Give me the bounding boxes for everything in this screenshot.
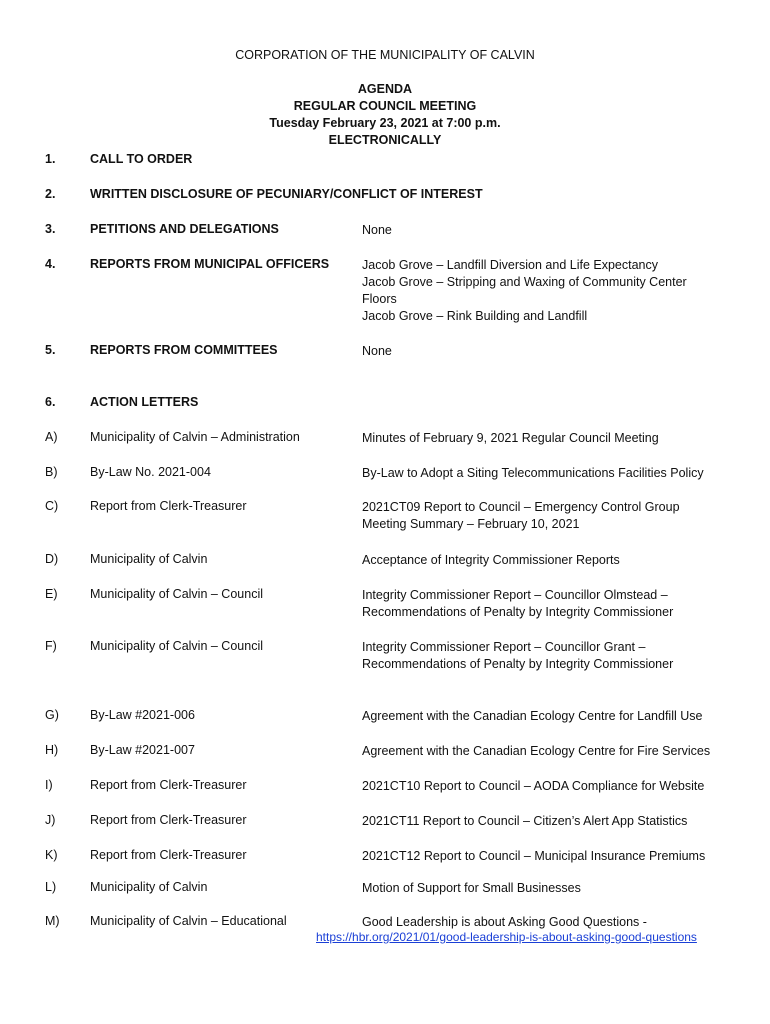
item-number: D) — [45, 552, 59, 566]
section-description — [362, 257, 762, 325]
section-number: 5. — [45, 343, 56, 357]
description-line: None — [362, 344, 392, 358]
item-description — [362, 499, 762, 533]
description-line: Floors — [362, 292, 397, 306]
description-line: Agreement with the Canadian Ecology Centre for Landfill Use — [362, 709, 703, 723]
description-line: Jacob Grove – Landfill Diversion and Life Expectancy — [362, 258, 658, 272]
description-line: Recommendations of Penalty by Integrity Commissioner — [362, 657, 674, 671]
item-label: By-Law #2021-006 — [90, 708, 195, 722]
item-number: M) — [45, 914, 60, 928]
item-label: By-Law No. 2021-004 — [90, 465, 211, 479]
item-number: I) — [45, 778, 53, 792]
item-label: Report from Clerk-Treasurer — [90, 848, 247, 862]
section-description — [362, 343, 762, 360]
item-number: C) — [45, 499, 59, 513]
item-label: Municipality of Calvin – Council — [90, 587, 263, 601]
meeting-title: REGULAR COUNCIL MEETING — [293, 99, 477, 113]
item-description — [362, 914, 762, 931]
section-number: 4. — [45, 257, 56, 271]
description-line: Good Leadership is about Asking Good Questions - — [362, 915, 647, 929]
item-label: Report from Clerk-Treasurer — [90, 499, 247, 513]
item-description — [362, 430, 762, 447]
section-number: 3. — [45, 222, 56, 236]
item-label: Municipality of Calvin — [90, 552, 208, 566]
item-label: Report from Clerk-Treasurer — [90, 813, 247, 827]
description-line: Jacob Grove – Stripping and Waxing of Community Center — [362, 275, 687, 289]
description-line: 2021CT12 Report to Council – Municipal Insurance Premiums — [362, 849, 706, 863]
item-number: F) — [45, 639, 57, 653]
section-number: 6. — [45, 395, 56, 409]
section-number: 2. — [45, 187, 56, 201]
item-description — [362, 708, 762, 725]
description-line: Meeting Summary – February 10, 2021 — [362, 517, 580, 531]
item-label: By-Law #2021-007 — [90, 743, 195, 757]
description-line: Minutes of February 9, 2021 Regular Council Meeting — [362, 431, 659, 445]
description-line: Recommendations of Penalty by Integrity Commissioner — [362, 605, 674, 619]
meeting-date: Tuesday February 23, 2021 at 7:00 p.m. — [269, 116, 501, 130]
item-number: L) — [45, 880, 57, 894]
item-description — [362, 880, 762, 897]
section-label: REPORTS FROM COMMITTEES — [90, 343, 278, 357]
item-label: Municipality of Calvin – Educational — [90, 914, 287, 928]
corporation-title: CORPORATION OF THE MUNICIPALITY OF CALVIN — [235, 48, 535, 62]
item-description — [362, 465, 762, 482]
section-label: WRITTEN DISCLOSURE OF PECUNIARY/CONFLICT OF INTEREST — [90, 187, 483, 201]
item-number: B) — [45, 465, 58, 479]
description-line: None — [362, 223, 392, 237]
item-description — [362, 552, 762, 569]
description-line: Jacob Grove – Rink Building and Landfill — [362, 309, 588, 323]
description-line: 2021CT09 Report to Council – Emergency Control Group — [362, 500, 680, 514]
item-number: H) — [45, 743, 59, 757]
item-description — [362, 587, 762, 621]
description-line: Agreement with the Canadian Ecology Centre for Fire Services — [362, 744, 711, 758]
item-number: E) — [45, 587, 58, 601]
item-number: K) — [45, 848, 58, 862]
section-label: REPORTS FROM MUNICIPAL OFFICERS — [90, 257, 330, 271]
description-line: 2021CT10 Report to Council – AODA Compliance for Website — [362, 779, 705, 793]
meeting-mode: ELECTRONICALLY — [328, 133, 442, 147]
section-label: PETITIONS AND DELEGATIONS — [90, 222, 279, 236]
section-label: CALL TO ORDER — [90, 152, 193, 166]
section-description — [362, 222, 762, 239]
item-description — [362, 639, 762, 673]
item-description — [362, 778, 762, 795]
item-description — [362, 848, 762, 865]
item-label: Municipality of Calvin – Council — [90, 639, 263, 653]
item-description — [362, 813, 762, 830]
item-number: G) — [45, 708, 59, 722]
section-number: 1. — [45, 152, 56, 166]
item-label: Report from Clerk-Treasurer — [90, 778, 247, 792]
description-line: Integrity Commissioner Report – Councillor Grant – — [362, 640, 646, 654]
description-line: Integrity Commissioner Report – Councillor Olmstead – — [362, 588, 668, 602]
item-label: Municipality of Calvin – Administration — [90, 430, 300, 444]
item-label: Municipality of Calvin — [90, 880, 208, 894]
hbr-article-link[interactable]: https://hbr.org/2021/01/good-leadership-is-about-asking-good-questions — [316, 930, 697, 944]
item-number: J) — [45, 813, 56, 827]
item-number: A) — [45, 430, 58, 444]
agenda-title: AGENDA — [357, 82, 413, 96]
description-line: By-Law to Adopt a Siting Telecommunications Facilities Policy — [362, 466, 704, 480]
section-label: ACTION LETTERS — [90, 395, 199, 409]
description-line: Acceptance of Integrity Commissioner Reports — [362, 553, 620, 567]
item-description — [362, 743, 762, 760]
description-line: Motion of Support for Small Businesses — [362, 881, 581, 895]
description-line: 2021CT11 Report to Council – Citizen’s Alert App Statistics — [362, 814, 688, 828]
